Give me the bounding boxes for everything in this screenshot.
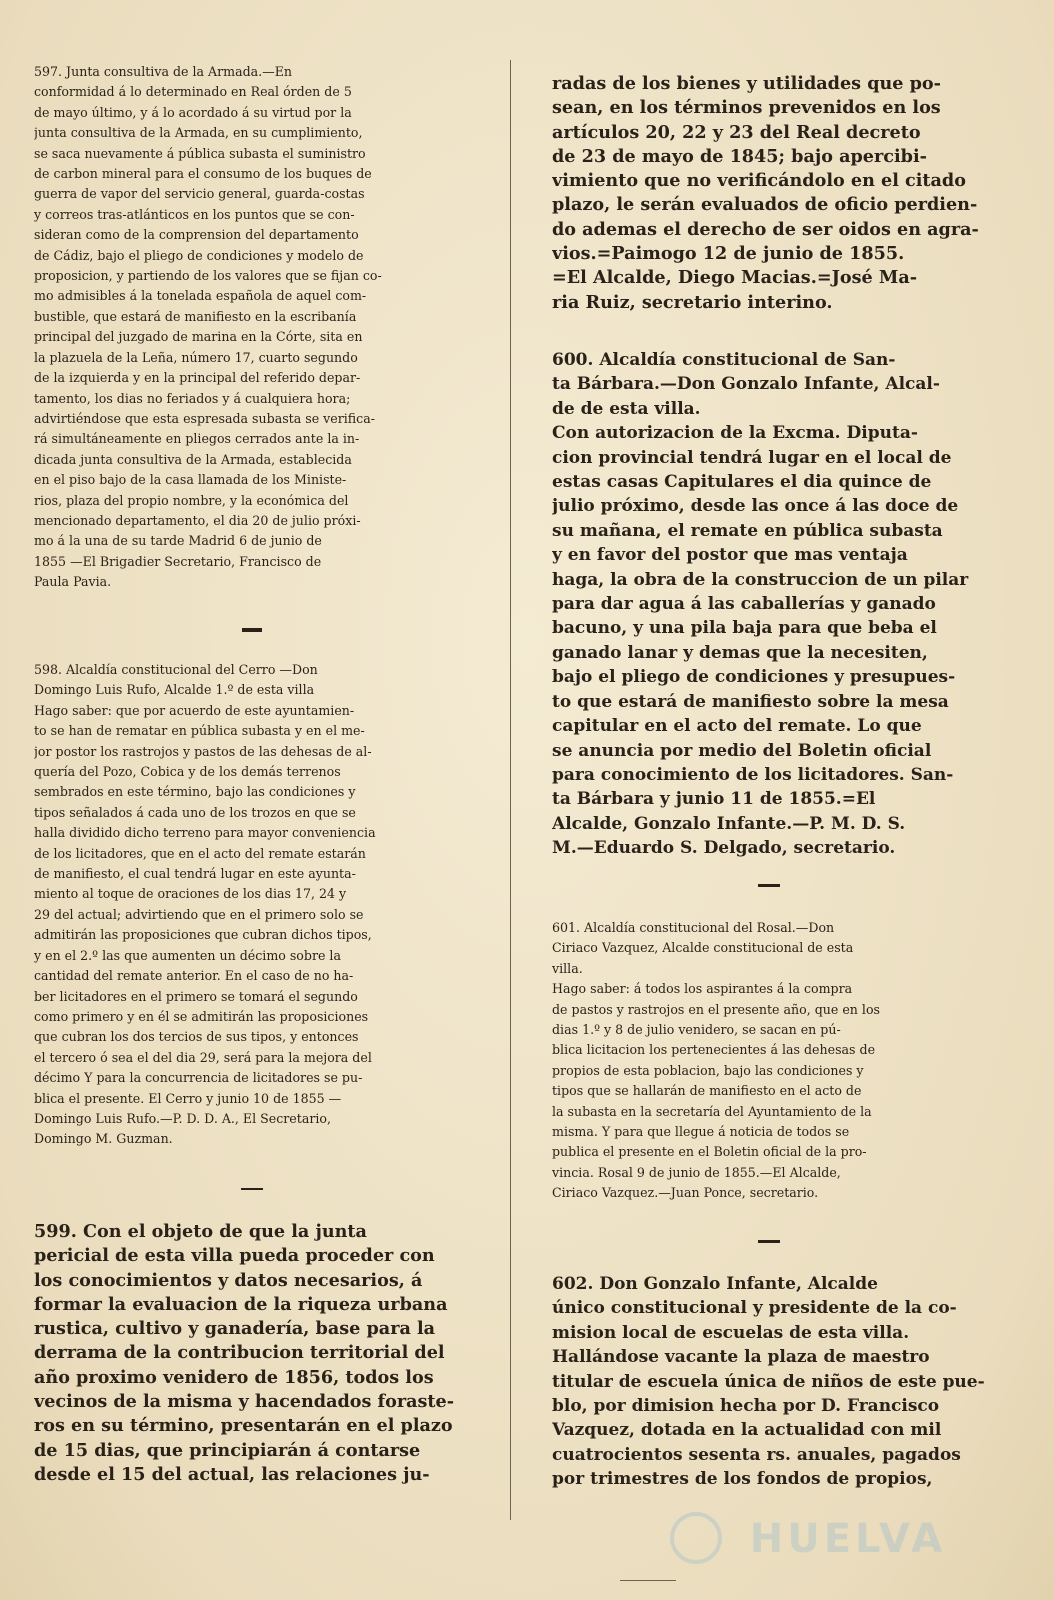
notice-600-text: [552, 348, 985, 861]
text-line: 597. Junta consultiva de la Armada.—En: [34, 64, 293, 79]
text-line: 602. Don Gonzalo Infante, Alcalde: [552, 1274, 878, 1294]
text-line: rá simultáneamente en pliegos cerrados ante la in-: [34, 431, 360, 447]
text-line: ta Bárbara.—Don Gonzalo Infante, Alcal-: [552, 374, 940, 395]
text-line: rios, plaza del propio nombre, y la económica del: [34, 492, 349, 508]
text-line: de mayo último, y á lo acordado á su virtud por la: [34, 104, 352, 120]
text-line: pericial de esta villa pueda proceder con: [34, 1245, 435, 1267]
notice-599: [34, 1220, 470, 1487]
text-line: titular de escuela única de niños de este pue-: [552, 1371, 985, 1392]
text-line: do ademas el derecho de ser oidos en agra-: [552, 218, 979, 240]
text-line: para dar agua á las caballerías y ganado: [552, 594, 936, 615]
text-line: haga, la obra de la construccion de un pilar: [552, 569, 969, 590]
text-line: su mañana, el remate en pública subasta: [552, 520, 943, 541]
text-line: tamento, los dias no feriados y á cualquiera hora;: [34, 390, 351, 406]
text-line: blica el presente. El Cerro y junio 10 de 1855 —: [34, 1090, 342, 1106]
text-line: tipos que se hallarán de manifiesto en el acto de: [552, 1083, 862, 1099]
text-line: derrama de la contribucion territorial del: [34, 1342, 445, 1364]
text-line: 600. Alcaldía constitucional de San-: [552, 350, 896, 370]
notice-600: [552, 348, 985, 861]
text-line: sembrados en este término, bajo las condiciones y: [34, 784, 356, 800]
text-line: Ciriaco Vazquez, Alcalde constitucional de esta: [552, 940, 854, 956]
text-line: único constitucional y presidente de la co-: [552, 1298, 957, 1319]
text-line: y correos tras-atlánticos en los puntos que se con-: [34, 206, 355, 222]
text-line: ta Bárbara y junio 11 de 1855.=El: [552, 789, 876, 810]
text-line: bacuno, y una pila baja para que beba el: [552, 618, 937, 639]
text-line: décimo Y para la concurrencia de licitadores se pu-: [34, 1070, 363, 1086]
text-line: artículos 20, 22 y 23 del Real decreto: [552, 121, 921, 143]
text-line: junta consultiva de la Armada, en su cumplimiento,: [34, 125, 363, 141]
text-line: propios de esta poblacion, bajo las condiciones y: [552, 1062, 864, 1078]
notice-599-text: [34, 1220, 470, 1487]
text-line: cuatrocientos sesenta rs. anuales, pagados: [552, 1444, 961, 1465]
text-line: bustible, que estará de manifiesto en la escribanía: [34, 308, 357, 324]
archive-watermark: HUELVA: [749, 1516, 947, 1562]
text-line: halla dividido dicho terreno para mayor conveniencia: [34, 825, 376, 841]
text-line: vios.=Paimogo 12 de junio de 1855.: [552, 243, 905, 265]
divider-3: [552, 884, 985, 887]
text-line: radas de los bienes y utilidades que po-: [552, 73, 941, 94]
text-line: Domingo M. Guzman.: [34, 1131, 173, 1147]
column-rule: [510, 60, 511, 1520]
notice-598-text: [34, 660, 470, 1150]
text-line: formar la evaluacion de la riqueza urbana: [34, 1293, 448, 1315]
text-line: en el piso bajo de la casa llamada de los Ministe-: [34, 472, 347, 488]
notice-599-continued: [552, 72, 985, 315]
text-line: conformidad á lo determinado en Real órden de 5: [34, 84, 352, 100]
text-line: publica el presente en el Boletin oficial de la pro-: [552, 1144, 867, 1160]
text-line: sean, en los términos prevenidos en los: [552, 97, 941, 119]
text-line: ganado lanar y demas que la necesiten,: [552, 642, 928, 663]
text-line: tipos señalados á cada uno de los trozos en que se: [34, 804, 356, 820]
text-line: de los licitadores, que en el acto del remate estarán: [34, 845, 366, 861]
text-line: Domingo Luis Rufo, Alcalde 1.º de esta villa: [34, 682, 315, 698]
text-line: año proximo venidero de 1856, todos los: [34, 1366, 434, 1388]
notice-597: [34, 62, 470, 593]
section-separator: [758, 1240, 780, 1243]
notice-601: [552, 918, 985, 1204]
text-line: la plazuela de la Leña, número 17, cuarto segundo: [34, 349, 358, 365]
text-line: bajo el pliego de condiciones y presupues-: [552, 667, 956, 688]
text-line: proposicion, y partiendo de los valores que se fijan co-: [34, 268, 382, 284]
text-line: de Cádiz, bajo el pliego de condiciones y modelo de: [34, 247, 364, 263]
text-line: se saca nuevamente á pública subasta el suministro: [34, 145, 366, 161]
text-line: vincia. Rosal 9 de junio de 1855.—El Alcalde,: [552, 1164, 841, 1180]
section-separator: [241, 1188, 263, 1190]
text-line: 601. Alcaldía constitucional del Rosal.—Don: [552, 920, 835, 935]
section-separator: [758, 884, 780, 887]
text-line: Domingo Luis Rufo.—P. D. D. A., El Secretario,: [34, 1110, 331, 1126]
text-line: sideran como de la comprension del departamento: [34, 227, 359, 243]
text-line: 599. Con el objeto de que la junta: [34, 1221, 367, 1242]
text-line: Vazquez, dotada en la actualidad con mil: [552, 1420, 942, 1441]
text-line: cantidad del remate anterior. En el caso de no ha-: [34, 968, 354, 984]
text-line: dias 1.º y 8 de julio venidero, se sacan en pú-: [552, 1022, 841, 1038]
divider-2: [34, 1188, 470, 1190]
text-line: de la izquierda y en la principal del referido depar-: [34, 370, 361, 386]
text-line: rustica, cultivo y ganadería, base para la: [34, 1318, 436, 1340]
text-line: Hago saber: que por acuerdo de este ayuntamien-: [34, 702, 355, 718]
text-line: por trimestres de los fondos de propios,: [552, 1469, 933, 1490]
text-line: mision local de escuelas de esta villa.: [552, 1322, 910, 1343]
notice-598: [34, 660, 470, 1150]
text-line: Ciriaco Vazquez.—Juan Ponce, secretario.: [552, 1185, 819, 1201]
text-line: misma. Y para que llegue á noticia de todos se: [552, 1124, 850, 1140]
text-line: Hallándose vacante la plaza de maestro: [552, 1347, 930, 1368]
text-line: desde el 15 del actual, las relaciones ju-: [34, 1463, 430, 1485]
text-line: que cubran los dos tercios de sus tipos, y entonces: [34, 1029, 359, 1045]
text-line: Con autorizacion de la Excma. Diputa-: [552, 423, 918, 444]
text-line: y en favor del postor que mas ventaja: [552, 545, 908, 566]
text-line: villa.: [552, 960, 583, 976]
text-line: el tercero ó sea el del dia 29, será para la mejora del: [34, 1049, 372, 1065]
text-line: capitular en el acto del remate. Lo que: [552, 716, 922, 737]
text-line: de de esta villa.: [552, 398, 701, 419]
notice-601-text: [552, 918, 985, 1204]
text-line: blo, por dimision hecha por D. Francisco: [552, 1396, 940, 1417]
text-line: para conocimiento de los licitadores. San-: [552, 764, 954, 785]
text-line: =El Alcalde, Diego Macias.=José Ma-: [552, 267, 918, 289]
notice-599-cont-text: [552, 72, 985, 315]
text-line: Alcalde, Gonzalo Infante.—P. M. D. S.: [552, 813, 906, 834]
notice-597-text: [34, 62, 470, 593]
text-line: cion provincial tendrá lugar en el local de: [552, 447, 952, 468]
text-line: Hago saber: á todos los aspirantes á la compra: [552, 981, 853, 997]
text-line: como primero y en él se admitirán las proposiciones: [34, 1008, 369, 1024]
text-line: vimiento que no verificándolo en el citado: [552, 170, 966, 192]
notice-602-text: [552, 1272, 985, 1492]
page-footer-rule: [620, 1580, 676, 1581]
text-line: de 15 dias, que principiarán á contarse: [34, 1439, 421, 1461]
text-line: de manifiesto, el cual tendrá lugar en este ayunta-: [34, 866, 356, 882]
divider-1: [34, 628, 470, 632]
text-line: ria Ruiz, secretario interino.: [552, 291, 833, 313]
text-line: julio próximo, desde las once á las doce de: [552, 496, 959, 517]
text-line: mencionado departamento, el dia 20 de julio próxi-: [34, 512, 361, 528]
text-line: jor postor los rastrojos y pastos de las dehesas de al-: [34, 743, 372, 759]
text-line: mo á la una de su tarde Madrid 6 de junio de: [34, 533, 322, 549]
text-line: se anuncia por medio del Boletin oficial: [552, 740, 932, 761]
text-line: to que estará de manifiesto sobre la mesa: [552, 691, 949, 712]
text-line: mo admisibles á la tonelada española de aquel com-: [34, 288, 367, 304]
text-line: guerra de vapor del servicio general, guarda-costas: [34, 186, 365, 202]
text-line: vecinos de la misma y hacendados foraste-: [34, 1391, 455, 1413]
text-line: de 23 de mayo de 1845; bajo apercibi-: [552, 145, 927, 167]
text-line: ber licitadores en el primero se tomará el segundo: [34, 988, 358, 1004]
text-line: la subasta en la secretaría del Ayuntamiento de la: [552, 1103, 872, 1119]
text-line: dicada junta consultiva de la Armada, establecida: [34, 451, 352, 467]
text-line: ros en su término, presentarán en el plazo: [34, 1415, 453, 1437]
text-line: plazo, le serán evaluados de oficio perdien-: [552, 194, 978, 216]
notice-602: [552, 1272, 985, 1492]
divider-4: [552, 1240, 985, 1243]
text-line: y en el 2.º las que aumenten un décimo sobre la: [34, 947, 341, 963]
text-line: los conocimientos y datos necesarios, á: [34, 1269, 423, 1291]
text-line: 29 del actual; advirtiendo que en el primero solo se: [34, 906, 364, 922]
text-line: Paula Pavia.: [34, 574, 112, 590]
text-line: admitirán las proposiciones que cubran dichos tipos,: [34, 927, 372, 943]
text-line: advirtiéndose que esta espresada subasta se verifica-: [34, 410, 375, 426]
text-line: estas casas Capitulares el dia quince de: [552, 472, 932, 493]
text-line: quería del Pozo, Cobica y de los demás terrenos: [34, 764, 341, 780]
text-line: blica licitacion los pertenecientes á las dehesas de: [552, 1042, 876, 1058]
text-line: principal del juzgado de marina en la Córte, sita en: [34, 329, 363, 345]
text-line: M.—Eduardo S. Delgado, secretario.: [552, 838, 896, 859]
text-line: miento al toque de oraciones de los dias 17, 24 y: [34, 886, 347, 902]
text-line: 1855 —El Brigadier Secretario, Francisco de: [34, 553, 322, 569]
text-line: to se han de rematar en pública subasta y en el me-: [34, 723, 365, 739]
archive-seal-icon: [670, 1512, 722, 1564]
text-line: 598. Alcaldía constitucional del Cerro —Don: [34, 662, 318, 677]
text-line: de pastos y rastrojos en el presente año, que en los: [552, 1001, 880, 1017]
text-line: de carbon mineral para el consumo de los buques de: [34, 166, 372, 182]
section-separator: [242, 628, 262, 632]
